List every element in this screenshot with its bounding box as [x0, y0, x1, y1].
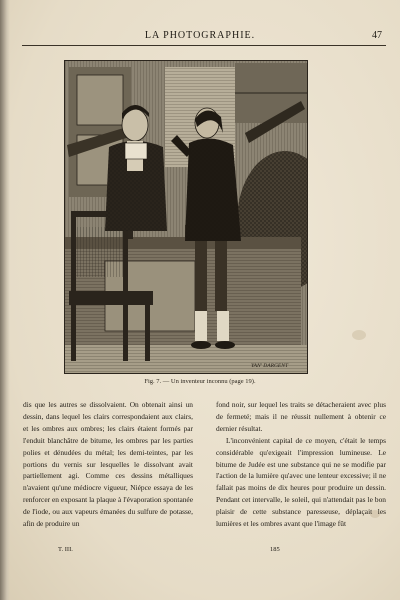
page-number: 47 [372, 30, 382, 41]
volume-mark: T. III. [58, 546, 73, 553]
header-rule [22, 45, 386, 46]
signature-mark: 185 [270, 546, 280, 553]
engraver-signature: YAN' DARGENT [251, 363, 289, 369]
paragraph: fond noir, sur lequel les traits se détacheraient avec plus de fermeté; mais il ne réussit nullement à obtenir ce dernier résultat. [216, 400, 386, 433]
foxing-spot [352, 330, 366, 340]
page-gutter-shadow [0, 0, 10, 600]
text-column-left [23, 399, 193, 530]
figure-caption: Fig. 7. — Un inventeur inconnu (page 19). [144, 378, 256, 385]
paragraph: dis que les autres se dissolvaient. On obtenait ainsi un dessin, dans lequel les clairs correspondaient aux clairs, et les ombres aux ombres; les clairs étaient formés par l'enduit blanchâtre de bitume, les ombres par les parties polies et dénudées du métal; les demi-teintes, par les portions du vernis sur lesquelles le dissolvant avait partiellement agi. Comme ces dessins métalliques n'avaient qu'une médiocre vigueur, Niépce essaya de les renforcer en exposant la plaque à l'évaporation spontanée de l'iode, ou aux vapeurs émanées du sulfure de potasse, afin de produire un [23, 400, 193, 529]
text-column-right [216, 399, 386, 530]
engraving-illustration [64, 60, 308, 374]
paragraph: L'inconvénient capital de ce moyen, c'était le temps considérable qu'exigeait l'impression lumineuse. Le bitume de Judée est une substance qui ne se modifie par l'action de la lumière qu'avec une lenteur excessive; il ne fallait pas moins de dix heures pour produire un dessin. Pendant cet intervalle, le soleil, qui n'attendait pas le bon plaisir de cette substance paresseuse, déplaçait les lumières et les ombres avant que l'image fût [216, 435, 386, 529]
running-header: LA PHOTOGRAPHIE. [144, 30, 256, 41]
